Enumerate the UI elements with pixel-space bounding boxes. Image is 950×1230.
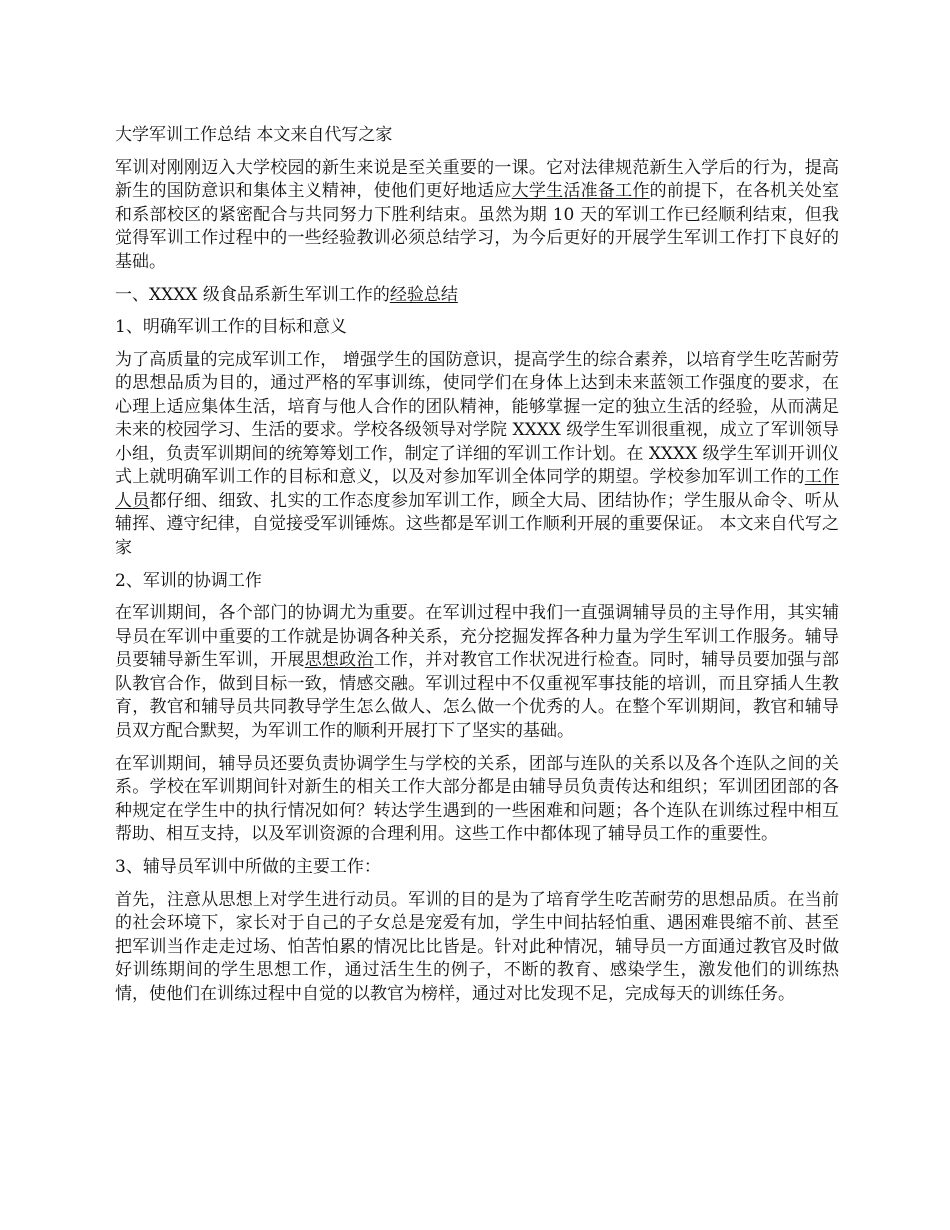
paragraph-coordination <box>115 602 839 743</box>
paragraph-goals-start: 为了高质量的完成军训工作， 增强学生的国防意识，提高学生的综合素养，以培育学生吃苦耐劳的思想品质为目的，通过严格的军事训练，使同学们在身体上达到未来蓝领工作强度的要求，在心理上适应集体生活，培育与他人合作的团队精神，能够掌握一定的独立生活的经验，从而满足未来的校园学习、生活的要求。学校各级领导对学院 XXXX 级学生军训很重视，成立了军训领导小组，负责军训期间的统筹筹划工作，制定了详细的军训工作计划。在 XXXX 级学生军训开训仪式上就明确军训工作的目标和意义，以及对参加军训全体同学的期望。学校参加军训工作的 <box>115 349 839 487</box>
link-ideological-political[interactable]: 思想政治 <box>304 650 374 670</box>
intro-text-end: 的前提下，在各机关处室和系部校区的紧密配合与共同努力下胜利结束。虽然为期 10 天的军训工作已经顺利结束，但我觉得军训工作过程中的一些经验教训必须总结学习，为今后更好的开展学生军训工作打下良好的基础。 <box>115 181 840 272</box>
paragraph-coordination-start: 在军训期间，各个部门的协调尤为重要。在军训过程中我们一直强调辅导员的主导作用，其实辅导员在军训中重要的工作就是协调各种关系，充分挖掘发挥各种力量为学生军训工作服务。辅导员要辅导新生军训，开展 <box>115 603 839 670</box>
intro-text-start: 军训对刚刚迈入大学校园的新生来说是至关重要的一课。它对法律规范新生入学后的行为，提高新生的国防意识和集体主义精神，使他们更好地适应 <box>115 157 839 201</box>
link-experience-summary[interactable]: 经验总结 <box>389 284 458 305</box>
section-heading-1 <box>115 284 839 308</box>
paragraph-relations: 在军训期间，辅导员还要负责协调学生与学校的关系，团部与连队的关系以及各个连队之间的关系。学校在军训期间针对新生的相关工作大部分都是由辅导员负责传达和组织；军训团团部的各种规定在学生中的执行情况如何？转达学生遇到的一些困难和问题；各个连队在训练过程中相互帮助、相互支持，以及军训资源的合理利用。这些工作中都体现了辅导员工作的重要性。 <box>115 753 839 844</box>
intro-paragraph <box>115 157 839 275</box>
link-staff[interactable]: 工作人员 <box>115 467 840 511</box>
paragraph-goals-end: 都仔细、细致、扎实的工作态度参加军训工作，顾全大局、团结协作；学生服从命令、听从辅挥、遵守纪律，自觉接受军训锤炼。这些都是军训工作顺利开展的重要保证。 本文来自代写之家 <box>115 490 840 558</box>
subheading-counselor-work: 3、辅导员军训中所做的主要工作： <box>115 857 381 877</box>
link-college-life-preparation[interactable]: 大学生活准备工作 <box>511 181 650 201</box>
document-page <box>115 124 839 1016</box>
subheading-goals: 1、明确军训工作的目标和意义 <box>115 317 347 337</box>
section-heading-1-text: 一、XXXX 级食品系新生军训工作的 <box>115 284 390 305</box>
subheading-coordination: 2、军训的协调工作 <box>115 570 262 591</box>
document-title: 大学军训工作总结 本文来自代写之家 <box>115 125 393 145</box>
paragraph-goals <box>115 349 839 561</box>
paragraph-mobilization: 首先，注意从思想上对学生进行动员。军训的目的是为了培育学生吃苦耐劳的思想品质。在当前的社会环境下，家长对于自己的子女总是宠爱有加，学生中间拈轻怕重、遇困难畏缩不前、甚至把军训当作走走过场、怕苦怕累的情况比比皆是。针对此种情况，辅导员一方面通过教官及时做好训练期间的学生思想工作，通过活生生的例子，不断的教育、感染学生，激发他们的训练热情，使他们在训练过程中自觉的以教官为榜样，通过对比发现不足，完成每天的训练任务。 <box>115 889 839 1004</box>
paragraph-coordination-end: 工作，并对教官工作状况进行检查。同时，辅导员要加强与部队教官合作，做到目标一致，情感交融。军训过程中不仅重视军事技能的培训，而且穿插人生教育，教官和辅导员共同教导学生怎么做人、怎么做一个优秀的人。在整个军训期间，教官和辅导员双方配合默契，为军训工作的顺利开展打下了坚实的基础。 <box>115 650 840 741</box>
